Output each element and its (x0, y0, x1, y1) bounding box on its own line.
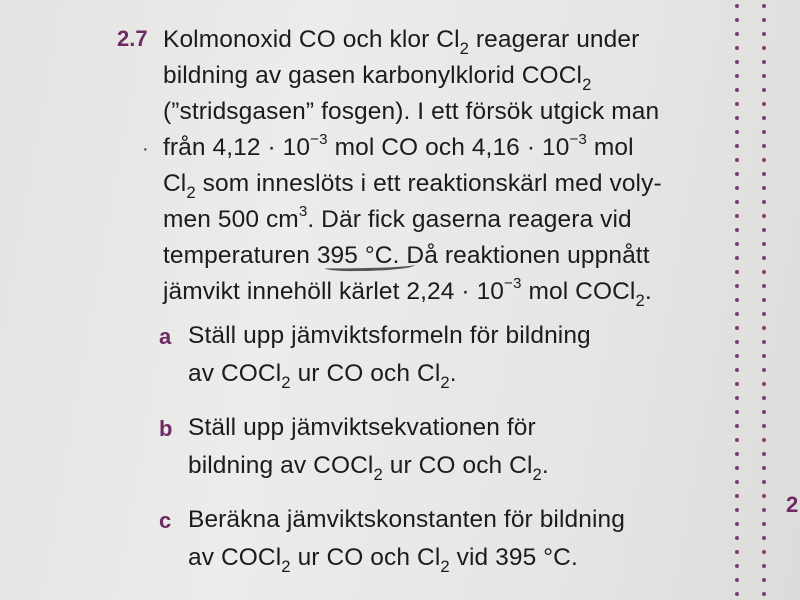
margin-dot (735, 214, 739, 218)
margin-dot (762, 32, 766, 36)
margin-dot (735, 158, 739, 162)
margin-dot (735, 32, 739, 36)
intro-line: (”stridsgasen” fosgen). I ett försök utgick man (163, 98, 660, 125)
subscript: 2 (440, 372, 450, 392)
margin-dot (762, 578, 766, 582)
part-label-b: b (159, 416, 173, 441)
subscript: 2 (186, 182, 196, 202)
margin-dot (735, 18, 739, 22)
margin-dot (762, 508, 766, 512)
intro-line: bildning av gasen karbonylklorid COCl$_2$ (163, 62, 592, 94)
part-c-line: Beräkna jämviktskonstanten för bildning (188, 506, 625, 533)
superscript: −3 (504, 275, 522, 293)
intro-line: från $4,12 \cdot 10^{-3}$ mol CO och $4,16 \cdot 10^{-3}$ mol (163, 131, 634, 161)
margin-dot (735, 186, 739, 190)
margin-dot (762, 88, 766, 92)
margin-dot (762, 438, 766, 442)
margin-dot (762, 4, 766, 8)
margin-dot (762, 382, 766, 386)
part-b-line: bildning av COCl$_2$ ur CO och $Cl_2$. (188, 452, 549, 484)
margin-dot (762, 592, 766, 596)
next-exercise-number-fragment: 2 (786, 492, 799, 517)
intro-line: men 500 $cm^3$. Där fick gaserna reagera vid (163, 203, 632, 233)
superscript: −3 (569, 131, 587, 149)
margin-dot (735, 172, 739, 176)
margin-dot (762, 410, 766, 414)
margin-dot (735, 102, 739, 106)
margin-dot (735, 536, 739, 540)
dotted-margin-line-inner (735, 0, 741, 600)
subscript: 2 (281, 372, 291, 392)
exercise-number: 2.7 (117, 26, 148, 51)
margin-bullet: · (142, 138, 149, 160)
margin-dot (735, 564, 739, 568)
margin-dot (735, 368, 739, 372)
margin-dot (762, 116, 766, 120)
subscript: 2 (532, 464, 542, 484)
margin-dot (762, 326, 766, 330)
margin-dot (735, 592, 739, 596)
margin-dot (762, 74, 766, 78)
margin-dot (762, 130, 766, 134)
margin-dot (735, 522, 739, 526)
margin-dot (762, 452, 766, 456)
margin-dot (735, 340, 739, 344)
margin-dot (735, 60, 739, 64)
margin-dot (735, 256, 739, 260)
margin-dot (762, 466, 766, 470)
margin-dot (762, 424, 766, 428)
margin-dot (762, 564, 766, 568)
margin-dot (762, 550, 766, 554)
margin-dot (762, 494, 766, 498)
margin-dot (735, 284, 739, 288)
margin-dot (762, 102, 766, 106)
margin-dot (762, 158, 766, 162)
margin-dot (762, 228, 766, 232)
margin-dot (762, 312, 766, 316)
part-a-line: av COCl$_2$ ur CO och $Cl_2$. (188, 360, 457, 392)
subscript: 2 (635, 290, 645, 310)
part-a-line: Ställ upp jämviktsformeln för bildning (188, 322, 591, 349)
margin-dot (735, 74, 739, 78)
part-b-line: Ställ upp jämviktsekvationen för (188, 414, 536, 441)
margin-dot (762, 298, 766, 302)
margin-dot (735, 130, 739, 134)
margin-dot (735, 116, 739, 120)
part-label-a: a (159, 324, 172, 349)
margin-dot (735, 410, 739, 414)
margin-dot (762, 522, 766, 526)
margin-dot (735, 88, 739, 92)
superscript: −3 (310, 131, 328, 149)
margin-dot (735, 494, 739, 498)
margin-dot (735, 424, 739, 428)
margin-dot (735, 382, 739, 386)
margin-dot (762, 18, 766, 22)
margin-dot (762, 536, 766, 540)
margin-dot (735, 4, 739, 8)
margin-dot (735, 396, 739, 400)
part-label-c: c (159, 508, 172, 533)
subscript: 2 (459, 38, 469, 58)
margin-dot (762, 256, 766, 260)
dotted-margin-line-outer (762, 0, 768, 600)
margin-dot (762, 480, 766, 484)
margin-dot (735, 228, 739, 232)
margin-dot (762, 214, 766, 218)
margin-dot (735, 508, 739, 512)
margin-dot (735, 270, 739, 274)
margin-dot (735, 312, 739, 316)
margin-dot (735, 326, 739, 330)
subscript: 2 (440, 556, 450, 576)
margin-dot (762, 186, 766, 190)
margin-dot (735, 354, 739, 358)
intro-line: jämvikt innehöll kärlet $2,24 \cdot 10^{-3}$ mol COCl$_2$. (163, 275, 652, 310)
margin-dot (735, 550, 739, 554)
margin-dot (735, 298, 739, 302)
margin-dot (762, 200, 766, 204)
subscript: 2 (582, 74, 592, 94)
margin-dot (735, 438, 739, 442)
margin-dot (762, 340, 766, 344)
subscript: 2 (373, 464, 383, 484)
margin-dot (735, 480, 739, 484)
margin-dot (762, 284, 766, 288)
margin-dot (735, 578, 739, 582)
margin-dot (762, 396, 766, 400)
margin-dot (735, 46, 739, 50)
margin-dot (735, 466, 739, 470)
margin-dot (762, 172, 766, 176)
margin-dot (762, 46, 766, 50)
margin-dot (762, 144, 766, 148)
part-c-line: av COCl$_2$ ur CO och $Cl_2$ vid 395 °C. (188, 544, 578, 576)
intro-line: $Cl_2$ som inneslöts i ett reaktionskärl med voly- (163, 170, 662, 202)
margin-dot (762, 368, 766, 372)
margin-dot (762, 354, 766, 358)
subscript: 2 (281, 556, 291, 576)
intro-line: temperaturen 395 °C. Då reaktionen uppnått (163, 242, 650, 269)
superscript: 3 (298, 203, 308, 221)
pencil-underline (325, 261, 415, 272)
margin-dot (762, 270, 766, 274)
margin-dot (735, 242, 739, 246)
margin-dot (735, 200, 739, 204)
margin-dot (762, 60, 766, 64)
intro-line: Kolmonoxid CO och klor $Cl_2$ reagerar under (163, 26, 640, 58)
margin-dot (735, 452, 739, 456)
margin-dot (735, 144, 739, 148)
margin-dot (762, 242, 766, 246)
